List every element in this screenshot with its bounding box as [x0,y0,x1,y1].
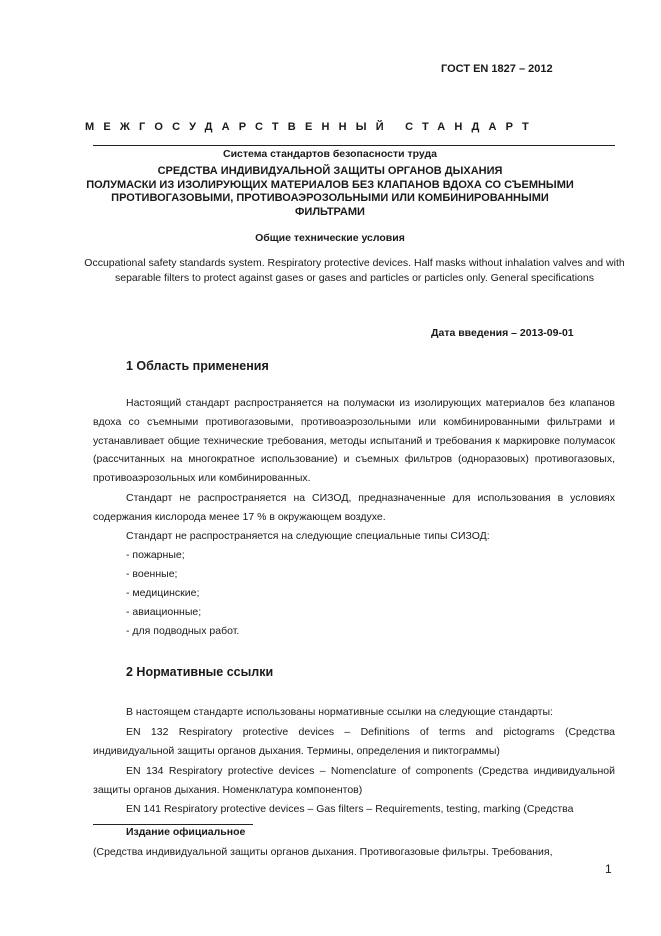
section-1-heading: 1 Область применения [126,359,269,373]
title-line: ПОЛУМАСКИ ИЗ ИЗОЛИРУЮЩИХ МАТЕРИАЛОВ БЕЗ КЛАПАНОВ ВДОХА СО СЪЕМНЫМИ [86,178,574,191]
reference-continuation: (Средства индивидуальной защиты органов дыхания. Противогазовые фильтры. Требования, [93,846,553,858]
paragraph-text: Стандарт не распространяется на СИЗОД, предназначенные для использования в условиях содержания кислорода менее 17 % в окружающем воздухе. [93,492,615,523]
page-number: 1 [605,862,612,876]
section-2-paragraph-1: В настоящем стандарте использованы нормативные ссылки на следующие стандарты: [126,706,553,718]
list-item: - пожарные; [126,549,185,561]
interstate-standard-label: МЕЖГОСУДАРСТВЕННЫЙ СТАНДАРТ [85,121,538,133]
title-line: ФИЛЬТРАМИ [295,205,365,218]
reference-text: EN 141 Respiratory protective devices – Gas filters – Requirements, testing, marking (Средства [126,803,574,815]
document-title [80,165,580,219]
document-subtitle: Общие технические условия [255,232,405,244]
reference-text: EN 132 Respiratory protective devices – Definitions of terms and pictograms (Средства индивидуальной защиты органов дыхания. Термины, определения и пиктограммы) [93,726,615,757]
reference-en-134 [93,762,615,800]
section-1-paragraph-2 [93,489,615,527]
document-code: ГОСТ EN 1827 – 2012 [441,63,553,75]
introduction-date: Дата введения – 2013-09-01 [431,327,574,339]
list-item: - для подводных работ. [126,625,240,637]
list-item: - авиационные; [126,606,202,618]
reference-en-132 [93,723,615,761]
footnote-divider [93,824,253,825]
reference-en-141 [93,800,615,819]
list-item: - медицинские; [126,587,200,599]
official-edition-label: Издание официальное [126,826,246,838]
title-line: СРЕДСТВА ИНДИВИДУАЛЬНОЙ ЗАЩИТЫ ОРГАНОВ ДЫХАНИЯ [157,165,503,177]
standards-series: Система стандартов безопасности труда [222,148,438,160]
section-2-heading: 2 Нормативные ссылки [126,665,274,679]
english-title: Occupational safety standards system. Respiratory protective devices. Half masks without inhalation valves and with separable filters to protect against gases or gases and particles or particles only. General specifications [84,257,625,284]
list-item: - военные; [126,568,178,580]
title-line: ПРОТИВОГАЗОВЫМИ, ПРОТИВОАЭРОЗОЛЬНЫМИ ИЛИ КОМБИНИРОВАННЫМИ [111,192,549,204]
section-1-paragraph-3: Стандарт не распространяется на следующие специальные типы СИЗОД: [126,530,490,542]
header-divider [93,145,615,146]
reference-text: EN 134 Respiratory protective devices – Nomenclature of components (Средства индивидуальной защиты органов дыхания. Номенклатура компонентов) [93,765,615,796]
section-1-paragraph-1 [93,394,615,488]
paragraph-text: Настоящий стандарт распространяется на полумаски из изолирующих материалов без клапанов вдоха со съемными противогазовыми, противоаэрозольными или комбинированными фильтрами и устанавливает общие технические требования, методы испытаний и требования к маркировке полумасок (рассчитанных на многократное использование) и съемных фильтров (одноразовых) противогазовых, противоаэрозольных или комбинированных. [93,397,615,485]
